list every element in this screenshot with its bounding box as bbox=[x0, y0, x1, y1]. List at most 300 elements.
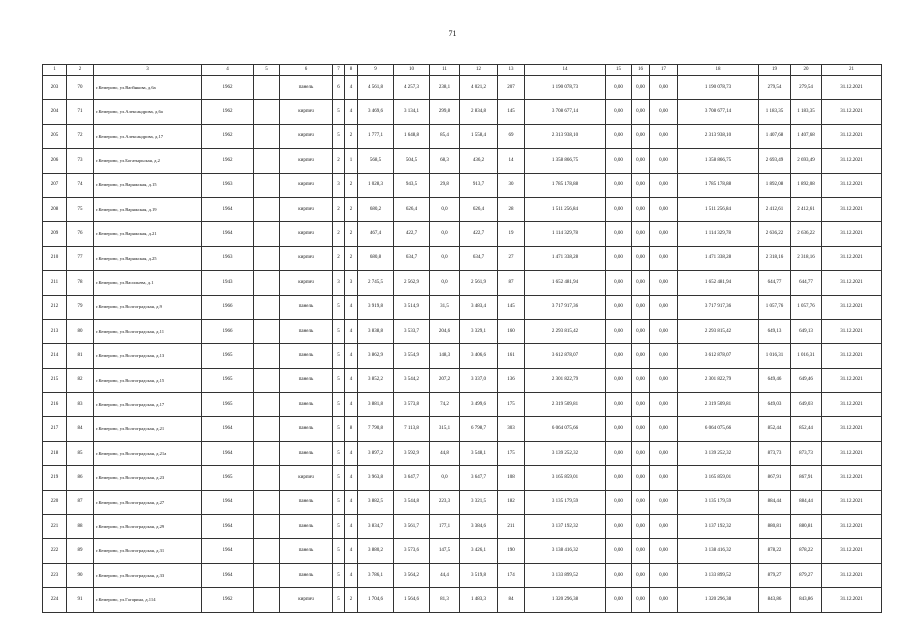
table-cell: 31.12.2021 bbox=[822, 295, 882, 319]
table-cell: 568,5 bbox=[358, 149, 394, 173]
table-cell: 1965 bbox=[202, 368, 254, 392]
table-cell: 0,00 bbox=[606, 466, 632, 490]
address-cell: г.Кемерово, ул.Волгоградская, д.21 bbox=[94, 417, 202, 441]
table-cell: 31.12.2021 bbox=[822, 441, 882, 465]
column-number-3: 3 bbox=[94, 65, 202, 76]
table-cell: 212 bbox=[43, 295, 67, 319]
address-cell: г.Кемерово, ул.Волгоградская, д.21а bbox=[94, 441, 202, 465]
table-cell: панель bbox=[280, 515, 333, 539]
table-cell: 0,00 bbox=[606, 319, 632, 343]
table-cell: 31.12.2021 bbox=[822, 515, 882, 539]
table-cell: 1 190 078,73 bbox=[525, 76, 606, 100]
table-cell: 852,44 bbox=[759, 417, 791, 441]
address-cell: г.Кемерово, ул.Волгоградская, д.17 bbox=[94, 393, 202, 417]
table-cell: 649,03 bbox=[791, 393, 822, 417]
table-cell: 3 533,7 bbox=[394, 319, 430, 343]
table-cell: 4 bbox=[345, 100, 358, 124]
address-cell: г.Кемерово, ул.Варяжская, д.19 bbox=[94, 197, 202, 221]
table-cell: 0,00 bbox=[650, 197, 678, 221]
table-cell: 0,00 bbox=[632, 441, 650, 465]
column-number-18: 18 bbox=[678, 65, 759, 76]
table-row bbox=[43, 173, 882, 197]
table-cell: 3 708 677,14 bbox=[678, 100, 759, 124]
table-cell: 223,3 bbox=[430, 490, 460, 514]
table-cell: 204 bbox=[43, 100, 67, 124]
table-cell: 218 bbox=[43, 441, 67, 465]
table-cell: 3 321,5 bbox=[460, 490, 498, 514]
table-cell: 2 bbox=[345, 197, 358, 221]
table-cell: 2 562,9 bbox=[394, 271, 430, 295]
table-cell: 145 bbox=[498, 100, 525, 124]
table-cell: 84 bbox=[67, 417, 94, 441]
table-cell: 74,2 bbox=[430, 393, 460, 417]
table-cell: 0,00 bbox=[632, 490, 650, 514]
table-cell: 4 bbox=[345, 344, 358, 368]
table-cell: 31.12.2021 bbox=[822, 588, 882, 612]
table-cell: 0,00 bbox=[650, 124, 678, 148]
table-cell: 44,8 bbox=[430, 441, 460, 465]
table-cell: 0,00 bbox=[632, 344, 650, 368]
table-cell: 0,00 bbox=[606, 588, 632, 612]
table-cell: 31.12.2021 bbox=[822, 271, 882, 295]
table-cell: 31,5 bbox=[430, 295, 460, 319]
table-cell: 31.12.2021 bbox=[822, 417, 882, 441]
address-cell: г.Кемерово, ул.Варяжская, д.25 bbox=[94, 246, 202, 270]
table-cell: 1964 bbox=[202, 417, 254, 441]
table-cell: 0,00 bbox=[650, 319, 678, 343]
table-cell: 867,91 bbox=[791, 466, 822, 490]
table-cell: 943,5 bbox=[394, 173, 430, 197]
column-number-12: 12 bbox=[460, 65, 498, 76]
table-cell: 3 786,1 bbox=[358, 563, 394, 587]
table-cell bbox=[254, 124, 280, 148]
page-number: 71 bbox=[448, 29, 457, 38]
table-cell: 884,44 bbox=[759, 490, 791, 514]
table-cell: 3 514,9 bbox=[394, 295, 430, 319]
table-cell: 3 426,1 bbox=[460, 539, 498, 563]
table-cell: 72 bbox=[67, 124, 94, 148]
table-cell: 878,22 bbox=[759, 539, 791, 563]
table-cell: 2 636,22 bbox=[791, 222, 822, 246]
table-cell: 177,1 bbox=[430, 515, 460, 539]
table-cell: кирпич bbox=[280, 271, 333, 295]
table-cell: 1 558,4 bbox=[460, 124, 498, 148]
table-cell: 0,00 bbox=[650, 368, 678, 392]
table-cell: 68,3 bbox=[430, 149, 460, 173]
table-cell: 4 021,2 bbox=[460, 76, 498, 100]
table-cell: 0,00 bbox=[606, 539, 632, 563]
table-cell: 79 bbox=[67, 295, 94, 319]
table-cell: 31.12.2021 bbox=[822, 466, 882, 490]
table-cell: 2 693,49 bbox=[791, 149, 822, 173]
table-cell: 422,7 bbox=[460, 222, 498, 246]
table-cell: 4 257,3 bbox=[394, 76, 430, 100]
table-cell: 31.12.2021 bbox=[822, 222, 882, 246]
table-cell: 3 838,8 bbox=[358, 319, 394, 343]
table-cell: 5 bbox=[333, 490, 345, 514]
table-cell bbox=[254, 563, 280, 587]
table-row bbox=[43, 124, 882, 148]
table-cell: 0,00 bbox=[632, 271, 650, 295]
table-cell: 214 bbox=[43, 344, 67, 368]
table-cell bbox=[254, 271, 280, 295]
table-cell bbox=[254, 368, 280, 392]
table-cell: 0,00 bbox=[632, 466, 650, 490]
table-cell: 649,13 bbox=[791, 319, 822, 343]
table-cell: 223 bbox=[43, 563, 67, 587]
table-cell: 2 318,16 bbox=[791, 246, 822, 270]
table-cell: 86 bbox=[67, 466, 94, 490]
table-cell: 852,44 bbox=[791, 417, 822, 441]
table-cell: 467,4 bbox=[358, 222, 394, 246]
table-cell: 880,81 bbox=[759, 515, 791, 539]
table-cell: 279,54 bbox=[791, 76, 822, 100]
table-cell: 0,00 bbox=[650, 100, 678, 124]
table-cell: 85,4 bbox=[430, 124, 460, 148]
table-cell: 878,22 bbox=[791, 539, 822, 563]
table-cell: кирпич bbox=[280, 466, 333, 490]
table-cell: 879,27 bbox=[759, 563, 791, 587]
table-cell: 7 113,8 bbox=[394, 417, 430, 441]
table-cell: 207 bbox=[43, 173, 67, 197]
table-cell: 1 057,76 bbox=[759, 295, 791, 319]
table-cell: 210 bbox=[43, 246, 67, 270]
table-cell: 0,00 bbox=[632, 295, 650, 319]
table-cell: 3 138 416,32 bbox=[525, 539, 606, 563]
table-cell: 84 bbox=[498, 588, 525, 612]
table-cell: 2 bbox=[333, 222, 345, 246]
table-cell: 644,77 bbox=[759, 271, 791, 295]
table-cell: 1962 bbox=[202, 124, 254, 148]
table-cell: 2 319 509,81 bbox=[678, 393, 759, 417]
table-cell: 148,3 bbox=[430, 344, 460, 368]
table-cell: 5 bbox=[333, 100, 345, 124]
table-cell: 1 320 296,38 bbox=[525, 588, 606, 612]
table-cell: 2 293 815,42 bbox=[525, 319, 606, 343]
table-cell: панель bbox=[280, 563, 333, 587]
table-cell: 2 bbox=[345, 588, 358, 612]
table-row bbox=[43, 393, 882, 417]
table-cell: 3 717 917,36 bbox=[678, 295, 759, 319]
table-cell: 1 648,8 bbox=[394, 124, 430, 148]
table-row bbox=[43, 149, 882, 173]
table-cell: 0,00 bbox=[606, 563, 632, 587]
table-cell: 224 bbox=[43, 588, 67, 612]
table-cell: 3 bbox=[333, 271, 345, 295]
address-cell: г.Кемерово, ул.Вагйнкова, д.6а bbox=[94, 76, 202, 100]
table-cell: 0,00 bbox=[606, 344, 632, 368]
table-cell: 1963 bbox=[202, 173, 254, 197]
table-cell: 73 bbox=[67, 149, 94, 173]
table-cell: 1 320 296,38 bbox=[678, 588, 759, 612]
table-cell: 71 bbox=[67, 100, 94, 124]
table-cell: 161 bbox=[498, 344, 525, 368]
table-cell: 0,00 bbox=[606, 271, 632, 295]
table-cell: 0,00 bbox=[606, 124, 632, 148]
table-cell: 190 bbox=[498, 539, 525, 563]
table-cell: 1 511 256,84 bbox=[678, 197, 759, 221]
table-cell: 4 bbox=[345, 393, 358, 417]
table-cell: 5 bbox=[333, 124, 345, 148]
table-row bbox=[43, 76, 882, 100]
table-cell: 649,13 bbox=[759, 319, 791, 343]
table-cell: 5 bbox=[333, 319, 345, 343]
table-cell bbox=[254, 515, 280, 539]
table-cell: 1 564,6 bbox=[394, 588, 430, 612]
column-number-9: 9 bbox=[358, 65, 394, 76]
table-row bbox=[43, 368, 882, 392]
table-cell: 0,0 bbox=[430, 222, 460, 246]
table-cell: 843,86 bbox=[759, 588, 791, 612]
table-cell: 4 bbox=[345, 319, 358, 343]
table-cell: 634,7 bbox=[460, 246, 498, 270]
table-cell: 31.12.2021 bbox=[822, 173, 882, 197]
table-cell: 83 bbox=[67, 393, 94, 417]
table-cell: 77 bbox=[67, 246, 94, 270]
table-cell: 2 636,22 bbox=[759, 222, 791, 246]
table-cell: 160 bbox=[498, 319, 525, 343]
table-cell: 3 612 878,07 bbox=[678, 344, 759, 368]
table-row bbox=[43, 466, 882, 490]
table-cell: 215 bbox=[43, 368, 67, 392]
table-cell: 108 bbox=[498, 466, 525, 490]
table-cell: 5 bbox=[333, 368, 345, 392]
table-cell: 75 bbox=[67, 197, 94, 221]
table-cell: 1 511 256,84 bbox=[525, 197, 606, 221]
table-cell: 90 bbox=[67, 563, 94, 587]
table-cell: 29,8 bbox=[430, 173, 460, 197]
table-cell: 4 561,8 bbox=[358, 76, 394, 100]
table-cell: 3 880,2 bbox=[358, 539, 394, 563]
table-cell: 0,00 bbox=[632, 173, 650, 197]
table-cell: 3 708 677,14 bbox=[525, 100, 606, 124]
column-number-7: 7 bbox=[333, 65, 345, 76]
table-cell: 0,00 bbox=[650, 295, 678, 319]
table-cell: 1943 bbox=[202, 271, 254, 295]
table-cell: 81 bbox=[67, 344, 94, 368]
table-cell: 14 bbox=[498, 149, 525, 173]
table-cell: 1966 bbox=[202, 319, 254, 343]
table-cell: 175 bbox=[498, 393, 525, 417]
table-cell: 626,4 bbox=[460, 197, 498, 221]
table-cell: 0,0 bbox=[430, 466, 460, 490]
table-cell: 4 bbox=[345, 563, 358, 587]
table-cell: 3 406,6 bbox=[460, 344, 498, 368]
table-row bbox=[43, 295, 882, 319]
table-cell: 31.12.2021 bbox=[822, 539, 882, 563]
table-cell: 279,54 bbox=[759, 76, 791, 100]
table-row bbox=[43, 246, 882, 270]
table-cell: 5 bbox=[333, 344, 345, 368]
table-cell: кирпич bbox=[280, 173, 333, 197]
table-cell: 2 bbox=[345, 222, 358, 246]
table-cell: 5 bbox=[333, 441, 345, 465]
table-cell: 2 bbox=[345, 124, 358, 148]
table-cell: 4 bbox=[345, 368, 358, 392]
table-cell: 0,00 bbox=[650, 173, 678, 197]
table-cell: 87 bbox=[67, 490, 94, 514]
table-cell: 217 bbox=[43, 417, 67, 441]
table-cell: кирпич bbox=[280, 246, 333, 270]
table-cell: 0,00 bbox=[606, 100, 632, 124]
table-cell: 211 bbox=[498, 515, 525, 539]
table-cell: 31.12.2021 bbox=[822, 149, 882, 173]
housing-register-table bbox=[42, 64, 882, 613]
table-cell: 3 135 179,59 bbox=[525, 490, 606, 514]
table-cell: 0,00 bbox=[650, 344, 678, 368]
table-cell: 634,7 bbox=[394, 246, 430, 270]
table-cell: 30 bbox=[498, 173, 525, 197]
table-cell: 3 647,7 bbox=[394, 466, 430, 490]
table-cell: 31.12.2021 bbox=[822, 368, 882, 392]
table-cell: 0,0 bbox=[430, 197, 460, 221]
table-cell: 913,7 bbox=[460, 173, 498, 197]
table-cell: 1 483,3 bbox=[460, 588, 498, 612]
table-cell: 843,86 bbox=[791, 588, 822, 612]
table-cell: 145 bbox=[498, 295, 525, 319]
column-number-row bbox=[43, 65, 882, 76]
table-cell: 1 057,76 bbox=[791, 295, 822, 319]
address-cell: г.Кемерово, ул.Варяжская, д.21 bbox=[94, 222, 202, 246]
table-cell: 5 bbox=[333, 515, 345, 539]
table-row bbox=[43, 490, 882, 514]
table-row bbox=[43, 222, 882, 246]
address-cell: г.Кемерово, ул.Гагарина, д.114 bbox=[94, 588, 202, 612]
table-cell: панель bbox=[280, 319, 333, 343]
table-cell: 87 bbox=[498, 271, 525, 295]
table-cell: 1 652 481,94 bbox=[525, 271, 606, 295]
table-cell: 3 bbox=[333, 173, 345, 197]
column-number-10: 10 bbox=[394, 65, 430, 76]
table-cell: 6 bbox=[333, 76, 345, 100]
table-cell: 0,00 bbox=[650, 515, 678, 539]
address-cell: г.Кемерово, ул.Васильева, д.1 bbox=[94, 271, 202, 295]
table-cell: 3 862,9 bbox=[358, 344, 394, 368]
table-cell: 626,4 bbox=[394, 197, 430, 221]
table-cell: 0,00 bbox=[632, 246, 650, 270]
table-cell: 207 bbox=[498, 76, 525, 100]
table-cell: 0,00 bbox=[632, 417, 650, 441]
table-cell: 31.12.2021 bbox=[822, 76, 882, 100]
table-cell bbox=[254, 197, 280, 221]
table-cell: 3 852,2 bbox=[358, 368, 394, 392]
table-cell: 3 483,4 bbox=[460, 295, 498, 319]
table-cell: 1 785 178,88 bbox=[678, 173, 759, 197]
table-cell: 422,7 bbox=[394, 222, 430, 246]
table-cell: 0,00 bbox=[606, 246, 632, 270]
table-cell: 3 133 899,52 bbox=[678, 563, 759, 587]
table-cell: 0,00 bbox=[606, 197, 632, 221]
table-cell: 3 469,6 bbox=[358, 100, 394, 124]
table-cell: 69 bbox=[498, 124, 525, 148]
table-cell: 649,03 bbox=[759, 393, 791, 417]
table-cell: 0,0 bbox=[430, 246, 460, 270]
table-cell: 31.12.2021 bbox=[822, 246, 882, 270]
table-cell: 5 bbox=[333, 588, 345, 612]
table-cell bbox=[254, 539, 280, 563]
table-cell: 88 bbox=[67, 515, 94, 539]
table-cell bbox=[254, 466, 280, 490]
table-cell: панель bbox=[280, 539, 333, 563]
table-cell: 1 358 866,75 bbox=[678, 149, 759, 173]
table-cell: панель bbox=[280, 295, 333, 319]
table-cell: 208 bbox=[43, 197, 67, 221]
address-cell: г.Кемерово, ул.Волгоградская, д.27 bbox=[94, 490, 202, 514]
table-cell: 3 bbox=[345, 271, 358, 295]
table-cell: 6 064 075,66 bbox=[678, 417, 759, 441]
table-cell: 0,00 bbox=[650, 588, 678, 612]
table-cell: 1964 bbox=[202, 197, 254, 221]
table-cell: 4 bbox=[345, 441, 358, 465]
address-cell: г.Кемерово, ул.Волгоградская, д.31 bbox=[94, 539, 202, 563]
table-cell: 209 bbox=[43, 222, 67, 246]
column-number-20: 20 bbox=[791, 65, 822, 76]
table-cell: 2 561,9 bbox=[460, 271, 498, 295]
table-cell: 884,44 bbox=[791, 490, 822, 514]
table-cell: 27 bbox=[498, 246, 525, 270]
table-cell: 1964 bbox=[202, 539, 254, 563]
table-cell: 3 564,2 bbox=[394, 563, 430, 587]
table-row bbox=[43, 417, 882, 441]
table-cell bbox=[254, 222, 280, 246]
table-cell: 0,00 bbox=[650, 76, 678, 100]
table-cell: 3 138 416,32 bbox=[678, 539, 759, 563]
table-cell: 649,46 bbox=[791, 368, 822, 392]
table-cell bbox=[254, 246, 280, 270]
table-row bbox=[43, 539, 882, 563]
table-cell: 3 499,6 bbox=[460, 393, 498, 417]
table-cell: 4 bbox=[345, 466, 358, 490]
table-cell: 0,00 bbox=[632, 368, 650, 392]
table-cell: 1 892,08 bbox=[759, 173, 791, 197]
table-cell: 1 114 329,78 bbox=[525, 222, 606, 246]
table-cell: 2 318,16 bbox=[759, 246, 791, 270]
table-cell: 89 bbox=[67, 539, 94, 563]
table-cell: 4 bbox=[345, 515, 358, 539]
table-cell: 1962 bbox=[202, 76, 254, 100]
table-cell: 19 bbox=[498, 222, 525, 246]
table-cell: 1964 bbox=[202, 563, 254, 587]
table-cell: 2 319 509,81 bbox=[525, 393, 606, 417]
table-cell: 4 bbox=[345, 295, 358, 319]
table-cell: 0,00 bbox=[650, 393, 678, 417]
column-number-4: 4 bbox=[202, 65, 254, 76]
table-cell: 1 704,6 bbox=[358, 588, 394, 612]
table-cell: 206 bbox=[43, 149, 67, 173]
address-cell: г.Кемерово, ул.Александрова, д.17 bbox=[94, 124, 202, 148]
table-cell: 436,2 bbox=[460, 149, 498, 173]
address-cell: г.Кемерово, ул.Волгоградская, д.9 bbox=[94, 295, 202, 319]
table-cell: панель bbox=[280, 490, 333, 514]
table-cell: 1 652 481,94 bbox=[678, 271, 759, 295]
column-number-8: 8 bbox=[345, 65, 358, 76]
table-cell bbox=[254, 100, 280, 124]
table-cell: 3 592,9 bbox=[394, 441, 430, 465]
table-cell: 3 337,0 bbox=[460, 368, 498, 392]
table-cell: 1 bbox=[345, 149, 358, 173]
table-cell: 4 bbox=[345, 539, 358, 563]
table-cell: панель bbox=[280, 368, 333, 392]
table-cell: 6 798,7 bbox=[460, 417, 498, 441]
column-number-6: 6 bbox=[280, 65, 333, 76]
table-cell: 3 165 859,01 bbox=[678, 466, 759, 490]
table-cell: 238,1 bbox=[430, 76, 460, 100]
table-cell: 3 165 859,01 bbox=[525, 466, 606, 490]
table-cell: 203 bbox=[43, 76, 67, 100]
table-cell: кирпич bbox=[280, 588, 333, 612]
table-cell: 873,73 bbox=[791, 441, 822, 465]
table-cell: 1965 bbox=[202, 344, 254, 368]
